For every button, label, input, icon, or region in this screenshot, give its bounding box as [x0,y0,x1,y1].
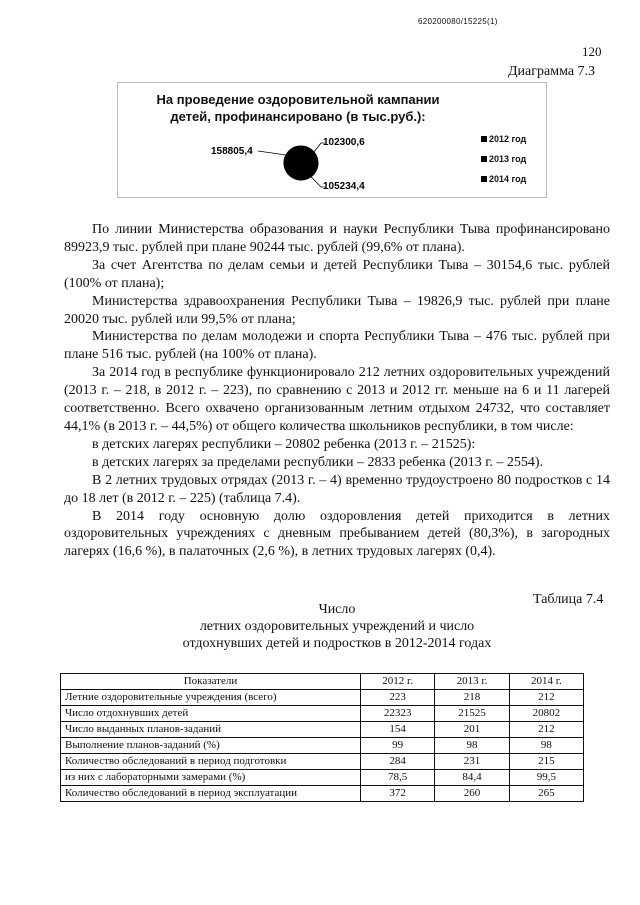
body-text [64,221,610,561]
table-cell: 98 [435,738,509,754]
table-cell: 78,5 [361,770,435,786]
column-header: Показатели [61,674,361,690]
table-cell: 21525 [435,706,509,722]
paragraph: За счет Агентства по делам семьи и детей Республики Тыва – 30154,6 тыс. рублей (100% от плана); [64,257,610,291]
table-cell: 201 [435,722,509,738]
document-stamp: 620200080/15225(1) [418,17,498,26]
legend-swatch [481,156,487,162]
column-header: 2012 г. [361,674,435,690]
table-row [61,786,584,802]
table-row [61,690,584,706]
row-label: Число выданных планов-заданий [61,722,361,738]
table-caption-line-3: отдохнувших детей и подростков в 2012-2014 годах [182,636,492,651]
paragraph: В 2 летних трудовых отрядах (2013 г. – 4) временно трудоустроено 80 подростков с 14 до 18 лет (в 2012 г. – 225) (таблица 7.4). [64,472,610,506]
table-label: Таблица 7.4 [533,592,604,607]
data-label: 158805,4 [211,146,253,157]
table-cell: 260 [435,786,509,802]
paragraph: Министерства здравоохранения Республики Тыва – 19826,9 тыс. рублей при плане 20020 тыс. рублей или 99,5% от плана; [64,293,610,327]
row-label: из них с лабораторными замерами (%) [61,770,361,786]
row-label: Выполнение планов-заданий (%) [61,738,361,754]
legend-label: 2013 год [489,154,527,164]
paragraph: в детских лагерях республики – 20802 ребенка (2013 г. – 21525): [92,436,476,452]
table-row [61,754,584,770]
legend-swatch [481,176,487,182]
pie-chart-plot [118,83,478,197]
table-cell: 284 [361,754,435,770]
table-row [61,706,584,722]
table-cell: 99,5 [509,770,583,786]
table-cell: 215 [509,754,583,770]
table-cell: 22323 [361,706,435,722]
table-row [61,722,584,738]
legend-item-2013 [481,149,526,169]
row-label: Количество обследований в период эксплуатации [61,786,361,802]
data-label: 105234,4 [323,181,365,192]
legend-item-2012 [481,129,526,149]
legend-label: 2012 год [489,134,527,144]
chart-title-line-2: детей, профинансировано (в тыс.руб.): [170,109,426,124]
table-cell: 212 [509,722,583,738]
table-cell: 154 [361,722,435,738]
table-caption-line-2: летних оздоровительных учреждений и число [199,619,475,634]
chart-title-line-1: На проведение оздоровительной кампании [156,92,440,107]
diagram-label: Диаграмма 7.3 [508,64,596,79]
paragraph: в детских лагерях за пределами республики – 2833 ребенка (2013 г. – 2554). [92,454,544,470]
table-row [61,770,584,786]
paragraph: В 2014 году основную долю оздоровления детей приходится в летних оздоровительных учреждениях с дневным пребыванием детей (80,3%), в загородных лагерях (16,6 %), в палаточных (2,6 %), в летних трудовых лагерях (0,4). [64,508,610,560]
data-label: 102300,6 [323,137,365,148]
table-cell: 99 [361,738,435,754]
table-header-row [61,674,584,690]
row-label: Летние оздоровительные учреждения (всего) [61,690,361,706]
legend-item-2014 [481,169,526,189]
table-cell: 223 [361,690,435,706]
table-caption-line-1: Число [318,602,356,617]
column-header: 2014 г. [509,674,583,690]
table-cell: 218 [435,690,509,706]
table-cell: 231 [435,754,509,770]
row-label: Число отдохнувших детей [61,706,361,722]
column-header: 2013 г. [435,674,509,690]
table-row [61,738,584,754]
table-cell: 84,4 [435,770,509,786]
table-cell: 212 [509,690,583,706]
pie-chart [117,82,547,198]
table-cell: 372 [361,786,435,802]
table-cell: 20802 [509,706,583,722]
table-cell: 98 [509,738,583,754]
data-table [60,673,584,802]
legend-label: 2014 год [489,174,527,184]
table-cell: 265 [509,786,583,802]
page-number: 120 [582,44,602,59]
paragraph: За 2014 год в республике функционировало 212 летних оздоровительных учреждений (2013 г. – 218, в 2012 г. – 223), по сравнению с 2013 и 2012 гг. меньше на 6 и 11 лагерей соответственно. Всего охвачено организованным летним отдыхом 24732, что составляет 44,1% (в 2013 г. – 44,5%) от общего количества школьников республики, в том числе: [64,365,610,434]
row-label: Количество обследований в период подготовки [61,754,361,770]
paragraph: Министерства по делам молодежи и спорта Республики Тыва – 476 тыс. рублей при плане 516 тыс. рублей (на 100% от плана). [64,329,610,363]
legend-swatch [481,136,487,142]
chart-legend [481,129,526,189]
paragraph: По линии Министерства образования и науки Республики Тыва профинансировано 89923,9 тыс. рублей при плане 90244 тыс. рублей (99,6% от плана). [64,222,610,255]
